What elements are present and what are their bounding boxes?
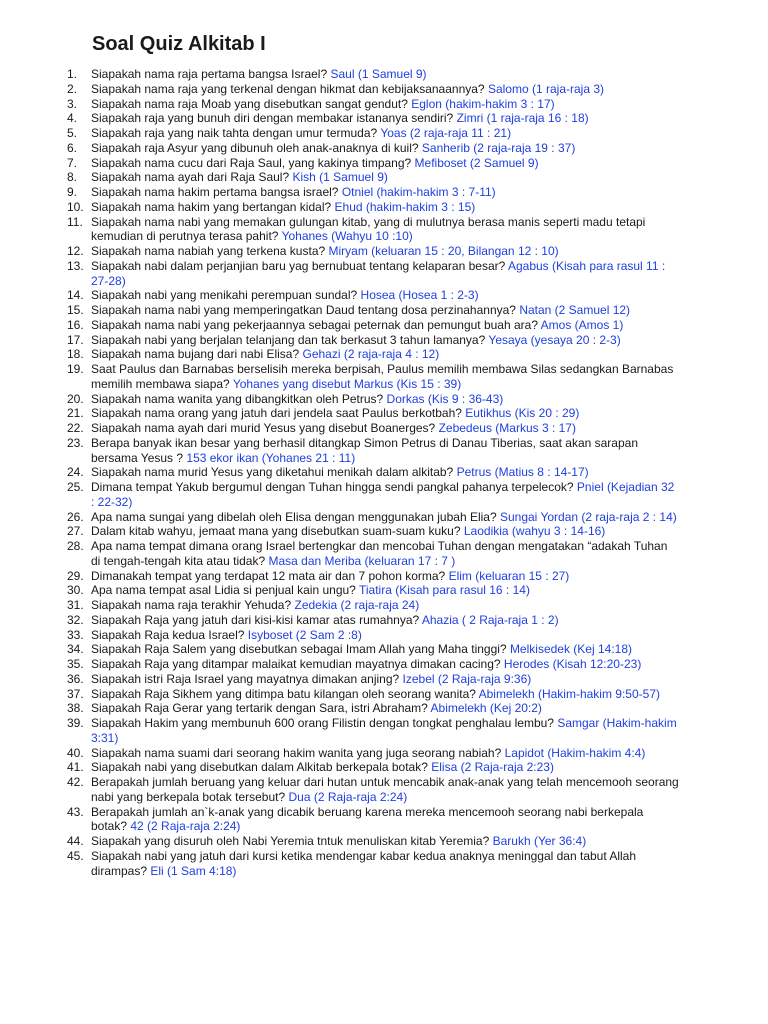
answer-text: Mefiboset (2 Samuel 9) xyxy=(414,155,539,170)
question-text: Siapakah yang disuruh oleh Nabi Yeremia tntuk menuliskan kitab Yeremia? xyxy=(91,834,490,848)
question-text: Siapakah nabi yang berjalan telanjang dan tak berkasut 3 tahun lamanya? xyxy=(91,332,486,347)
answer-text: Izebel (2 Raja-raja 9:36) xyxy=(402,671,532,686)
question-text: Siapakah nama suami dari seorang hakim wanita yang juga seorang nabiah? xyxy=(91,745,502,760)
question-item xyxy=(0,849,768,879)
answer-text: Pniel (Kejadian 32 : 22-32) xyxy=(91,480,675,509)
question-number: 36. xyxy=(67,671,84,686)
question-text: Siapakah nama murid Yesus yang diketahui menikah dalam alkitab? xyxy=(91,465,454,480)
answer-text: Abimelekh (Kej 20:2) xyxy=(430,701,542,716)
question-text: Siapakah nama nabi yang memakan gulungan kitab, yang di mulutnya berasa manis seperti madu tetapi kemudian di perutnya terasa pahit? xyxy=(91,214,646,244)
question-number: 22. xyxy=(67,421,84,435)
question-item xyxy=(0,834,768,849)
question-text: Siapakah Hakim yang membunuh 600 orang Filistin dengan tongkat penghalau lembu? xyxy=(91,716,554,730)
question-number: 19. xyxy=(67,362,84,376)
question-item xyxy=(0,687,768,702)
answer-text: Zedekia (2 raja-raja 24) xyxy=(294,598,420,612)
answer-text: Petrus (Matius 8 : 14-17) xyxy=(456,465,589,480)
question-number: 45. xyxy=(67,848,84,863)
question-item xyxy=(0,657,768,672)
answer-text: Salomo (1 raja-raja 3) xyxy=(487,81,604,96)
question-text: Siapakah nama hakim yang bertangan kidal? xyxy=(91,199,332,214)
answer-text: Melkisedek (Kej 14:18) xyxy=(509,642,632,657)
question-item xyxy=(0,126,768,141)
answer-text: Samgar (Hakim-hakim 3:31) xyxy=(91,716,677,745)
question-item xyxy=(0,510,768,525)
answer-text: Kish (1 Samuel 9) xyxy=(292,170,388,185)
question-number: 11. xyxy=(67,214,83,229)
question-number: 1. xyxy=(67,67,78,81)
question-number: 5. xyxy=(67,126,78,140)
question-number: 31. xyxy=(67,598,84,612)
question-text: Siapakah nama cucu dari Raja Saul, yang kakinya timpang? xyxy=(91,155,412,170)
question-number: 17. xyxy=(67,332,84,347)
question-text: Dimana tempat Yakub bergumul dengan Tuhan hingga sendi pangkal pahanya terpelecok? xyxy=(91,480,574,494)
answer-text: Hosea (Hosea 1 : 2-3) xyxy=(360,288,479,303)
document-title: Soal Quiz Alkitab I xyxy=(92,33,266,55)
question-number: 23. xyxy=(67,435,84,450)
answer-text: Masa dan Meriba (keluaran 17 : 7 ) xyxy=(268,553,456,568)
answer-text: Dorkas (Kis 9 : 36-43) xyxy=(386,391,504,406)
question-item xyxy=(0,480,768,510)
question-number: 25. xyxy=(67,480,84,494)
question-item xyxy=(0,598,768,613)
answer-text: Eli (1 Sam 4:18) xyxy=(150,863,237,878)
question-text: Siapakah nama hakim pertama bangsa israel? xyxy=(91,185,339,199)
answer-text: Sanherib (2 raja-raja 19 : 37) xyxy=(421,140,576,155)
question-text: Siapakah nabi yang disebutkan dalam Alkitab berkepala botak? xyxy=(91,760,428,775)
question-number: 18. xyxy=(67,347,84,362)
question-item xyxy=(0,524,768,539)
question-number: 15. xyxy=(67,303,84,317)
question-item xyxy=(0,170,768,185)
question-text: Dimanakah tempat yang terdapat 12 mata air dan 7 pohon korma? xyxy=(91,568,446,583)
answer-text: Saul (1 Samuel 9) xyxy=(330,67,427,81)
question-item xyxy=(0,215,768,245)
question-number: 29. xyxy=(67,568,84,583)
answer-text: Yohanes (Wahyu 10 :10) xyxy=(281,229,413,244)
question-number: 13. xyxy=(67,258,84,273)
question-text: Saat Paulus dan Barnabas berselisih mereka berpisah, Paulus memilih membawa Silas sedangkan Barnabas memilih membawa siapa? xyxy=(91,362,674,391)
answer-text: Isyboset (2 Sam 2 :8) xyxy=(247,627,362,642)
answer-text: Ehud (hakim-hakim 3 : 15) xyxy=(334,199,476,214)
question-item xyxy=(0,760,768,775)
question-number: 8. xyxy=(67,170,78,185)
question-number: 26. xyxy=(67,509,84,524)
question-item xyxy=(0,200,768,215)
answer-text: Agabus (Kisah para rasul 11 : 27-28) xyxy=(91,258,666,288)
question-number: 7. xyxy=(67,155,78,170)
question-text: Apa nama tempat dimana orang Israel bertengkar dan mencobai Tuhan dengan mengatakan “adakah Tuhan di tengah-tengah kita atau tidak? xyxy=(91,539,668,568)
answer-text: Ahazia ( 2 Raja-raja 1 : 2) xyxy=(421,612,559,627)
question-text: Siapakah nama raja yang terkenal dengan hikmat dan kebijaksanaannya? xyxy=(91,81,485,96)
question-number: 42. xyxy=(67,775,84,789)
question-item xyxy=(0,775,768,805)
question-number: 43. xyxy=(67,804,84,819)
question-item xyxy=(0,436,768,466)
question-text: Dalam kitab wahyu, jemaat mana yang disebutkan suam-suam kuku? xyxy=(91,524,461,539)
answer-text: Elisa (2 Raja-raja 2:23) xyxy=(431,760,554,775)
question-number: 27. xyxy=(67,524,84,539)
answer-text: Zimri (1 raja-raja 16 : 18) xyxy=(456,111,589,126)
question-text: Siapakah nama bujang dari nabi Elisa? xyxy=(91,347,300,362)
question-text: Siapakah nabi yang jatuh dari kursi ketika mendengar kabar kedua anaknya meninggal dan tabut Allah dirampas? xyxy=(91,848,637,878)
answer-text: Yesaya (yesaya 20 : 2-3) xyxy=(488,332,621,347)
question-text: Siapakah nama raja terakhir Yehuda? xyxy=(91,598,292,612)
question-text: Siapakah Raja Sikhem yang ditimpa batu kilangan oleh seorang wanita? xyxy=(91,686,476,701)
question-text: Siapakah Raja yang ditampar malaikat kemudian mayatnya dimakan cacing? xyxy=(91,657,501,671)
question-item xyxy=(0,347,768,362)
question-number: 10. xyxy=(67,199,84,214)
question-item xyxy=(0,362,768,392)
question-number: 4. xyxy=(67,111,78,126)
answer-text: Natan (2 Samuel 12) xyxy=(519,303,631,317)
question-item xyxy=(0,701,768,716)
answer-text: Zebedeus (Markus 3 : 17) xyxy=(438,421,576,435)
answer-text: Miryam (keluaran 15 : 20, Bilangan 12 : 10) xyxy=(328,244,559,258)
answer-text: Yoas (2 raja-raja 11 : 21) xyxy=(380,126,512,140)
question-list xyxy=(0,67,768,878)
answer-text: Gehazi (2 raja-raja 4 : 12) xyxy=(302,347,440,362)
question-number: 32. xyxy=(67,612,84,627)
question-item xyxy=(0,465,768,480)
question-text: Berapakah jumlah beruang yang keluar dari hutan untuk mencabik anak-anak yang telah mencemooh seorang nabi yang berkepala botak tersebut? xyxy=(91,775,679,804)
question-item xyxy=(0,569,768,584)
question-item xyxy=(0,318,768,333)
question-text: Siapakah nama nabi yang memperingatkan Daud tentang dosa perzinahannya? xyxy=(91,303,516,317)
question-number: 20. xyxy=(67,391,84,406)
question-item xyxy=(0,805,768,835)
question-text: Siapakah nama wanita yang dibangkitkan oleh Petrus? xyxy=(91,391,384,406)
question-number: 33. xyxy=(67,627,84,642)
question-number: 2. xyxy=(67,81,78,96)
question-item xyxy=(0,642,768,657)
question-text: Siapakah nama nabi yang pekerjaannya sebagai peternak dan pemungut buah ara? xyxy=(91,317,538,332)
question-item xyxy=(0,583,768,598)
question-number: 14. xyxy=(67,288,84,303)
question-text: Apa nama tempat asal Lidia si penjual kain ungu? xyxy=(91,583,356,598)
question-text: Siapakah nama raja pertama bangsa Israel? xyxy=(91,67,328,81)
answer-text: Barukh (Yer 36:4) xyxy=(492,834,587,848)
question-text: Siapakah nama ayah dari Raja Saul? xyxy=(91,170,290,185)
question-number: 40. xyxy=(67,745,84,760)
answer-text: 153 ekor ikan (Yohanes 21 : 11) xyxy=(186,450,356,465)
question-item xyxy=(0,333,768,348)
question-number: 3. xyxy=(67,96,78,111)
question-text: Siapakah nabi dalam perjanjian baru yag bernubuat tentang kelaparan besar? xyxy=(91,258,506,273)
answer-text: Herodes (Kisah 12:20-23) xyxy=(503,657,642,671)
question-text: Siapakah nama ayah dari murid Yesus yang disebut Boanerges? xyxy=(91,421,436,435)
question-item xyxy=(0,406,768,421)
answer-text: Eglon (hakim-hakim 3 : 17) xyxy=(411,96,555,111)
question-item xyxy=(0,259,768,289)
question-number: 9. xyxy=(67,185,78,199)
question-item xyxy=(0,141,768,156)
question-number: 44. xyxy=(67,834,84,848)
question-number: 37. xyxy=(67,686,84,701)
question-item xyxy=(0,746,768,761)
question-item xyxy=(0,672,768,687)
answer-text: Dua (2 Raja-raja 2:24) xyxy=(288,789,408,804)
question-number: 21. xyxy=(67,406,84,421)
question-item xyxy=(0,716,768,746)
question-text: Siapakah Raja Salem yang disebutkan sebagai Imam Allah yang Maha tinggi? xyxy=(91,642,507,657)
question-text: Siapakah raja yang bunuh diri dengan membakar istananya sendiri? xyxy=(91,111,454,126)
answer-text: Otniel (hakim-hakim 3 : 7-11) xyxy=(341,185,496,199)
question-item xyxy=(0,613,768,628)
question-number: 38. xyxy=(67,701,84,716)
question-item xyxy=(0,111,768,126)
question-item xyxy=(0,539,768,569)
question-number: 24. xyxy=(67,465,84,480)
question-item xyxy=(0,288,768,303)
question-item xyxy=(0,97,768,112)
answer-text: Yohanes yang disebut Markus (Kis 15 : 39) xyxy=(232,376,462,391)
question-number: 41. xyxy=(67,760,84,775)
question-item xyxy=(0,392,768,407)
question-text: Siapakah nabi yang menikahi perempuan sundal? xyxy=(91,288,358,303)
question-text: Siapakah Raja kedua Israel? xyxy=(91,627,245,642)
question-item xyxy=(0,421,768,436)
question-number: 35. xyxy=(67,657,84,671)
question-item xyxy=(0,82,768,97)
question-text: Berapakah jumlah an`k-anak yang dicabik beruang karena mereka mencemooh seorang nabi berkepala botak? xyxy=(91,804,644,834)
question-item xyxy=(0,156,768,171)
question-text: Siapakah Raja Gerar yang tertarik dengan Sara, istri Abraham? xyxy=(91,701,428,716)
question-item xyxy=(0,67,768,82)
question-number: 6. xyxy=(67,140,78,155)
question-item xyxy=(0,244,768,259)
question-number: 39. xyxy=(67,716,84,730)
question-item xyxy=(0,303,768,318)
question-number: 16. xyxy=(67,317,84,332)
answer-text: Amos (Amos 1) xyxy=(540,317,624,332)
question-number: 28. xyxy=(67,539,84,553)
question-text: Siapakah istri Raja Israel yang mayatnya dimakan anjing? xyxy=(91,671,400,686)
answer-text: Sungai Yordan (2 raja-raja 2 : 14) xyxy=(499,509,677,524)
answer-text: Laodikia (wahyu 3 : 14-16) xyxy=(463,524,606,539)
answer-text: Lapidot (Hakim-hakim 4:4) xyxy=(504,745,646,760)
question-item xyxy=(0,628,768,643)
question-text: Apa nama sungai yang dibelah oleh Elisa dengan menggunakan jubah Elia? xyxy=(91,509,497,524)
question-text: Berapa banyak ikan besar yang berhasil ditangkap Simon Petrus di Danau Tiberias, saat akan sarapan bersama Yesus ? xyxy=(91,435,639,465)
answer-text: Tiatira (Kisah para rasul 16 : 14) xyxy=(358,583,530,598)
question-text: Siapakah nama orang yang jatuh dari jendela saat Paulus berkotbah? xyxy=(91,406,462,421)
question-item xyxy=(0,185,768,200)
answer-text: Elim (keluaran 15 : 27) xyxy=(448,568,570,583)
question-text: Siapakah raja yang naik tahta dengan umur termuda? xyxy=(91,126,378,140)
question-text: Siapakah nama raja Moab yang disebutkan sangat gendut? xyxy=(91,96,408,111)
question-number: 30. xyxy=(67,583,84,598)
question-number: 34. xyxy=(67,642,84,657)
answer-text: Eutikhus (Kis 20 : 29) xyxy=(465,406,580,421)
answer-text: Abimelekh (Hakim-hakim 9:50-57) xyxy=(478,686,660,701)
question-text: Siapakah nama nabiah yang terkena kusta? xyxy=(91,244,326,258)
answer-text: 42 (2 Raja-raja 2:24) xyxy=(130,819,241,834)
question-text: Siapakah raja Asyur yang dibunuh oleh anak-anaknya di kuil? xyxy=(91,140,419,155)
question-number: 12. xyxy=(67,244,84,258)
question-text: Siapakah Raja yang jatuh dari kisi-kisi kamar atas rumahnya? xyxy=(91,612,420,627)
